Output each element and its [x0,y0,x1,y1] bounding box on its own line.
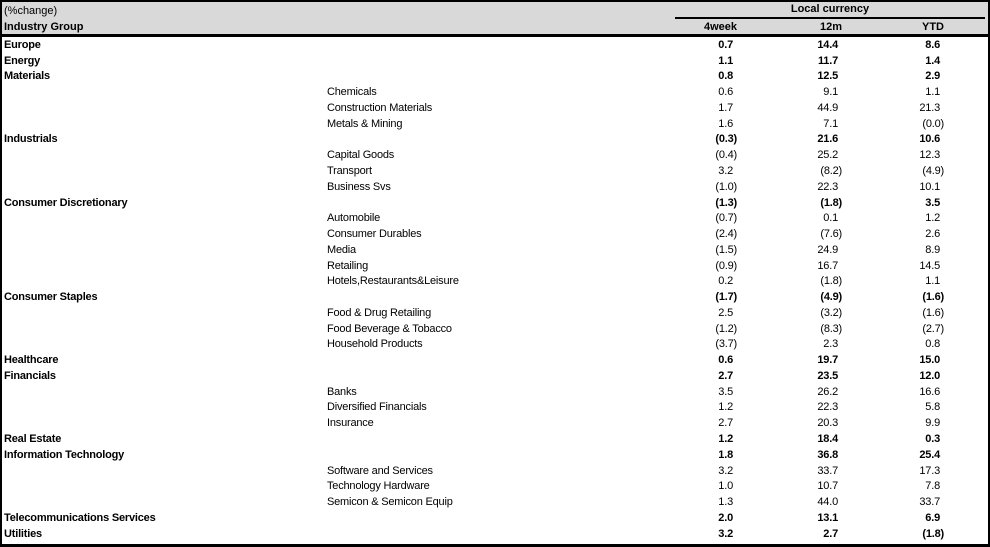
value-ytd: 21.3 [919,101,940,114]
table-row [2,368,988,384]
value-4week: 1.6 [718,117,733,130]
table-row [2,478,988,494]
sub-industry-label: Semicon & Semicon Equip [327,496,453,509]
table-row [2,321,988,337]
industry-group-label: Industrials [4,133,58,146]
value-ytd: 8.6 [925,38,940,51]
value-12m: 21.6 [817,133,838,146]
value-12m: 2.3 [823,338,838,351]
value-ytd: 0.3 [925,433,940,446]
table-body [2,37,988,542]
value-ytd: 12.0 [919,369,940,382]
value-ytd: 1.1 [925,275,940,288]
table-row [2,447,988,463]
value-12m: (4.9) [820,291,842,304]
value-4week: (3.7) [715,338,737,351]
table-row [2,273,988,289]
value-12m: 18.4 [817,433,838,446]
table-row [2,463,988,479]
value-4week: 2.5 [718,306,733,319]
table-row [2,147,988,163]
table-row [2,210,988,226]
value-12m: (1.8) [820,275,842,288]
value-12m: 44.0 [817,496,838,509]
value-ytd: 16.6 [919,385,940,398]
table-row [2,400,988,416]
table-row [2,305,988,321]
table-row [2,494,988,510]
value-4week: 1.1 [718,54,733,67]
value-12m: 23.5 [817,369,838,382]
value-ytd: (2.7) [922,322,944,335]
value-4week: 2.0 [718,511,733,524]
sub-industry-label: Automobile [327,212,381,225]
table-row [2,258,988,274]
industry-group-label: Real Estate [4,433,62,446]
value-12m: (1.8) [820,196,842,209]
value-ytd: 33.7 [919,496,940,509]
industry-group-label: Telecommunications Services [4,511,156,524]
value-12m: 14.4 [817,38,838,51]
table-row [2,195,988,211]
value-ytd: (1.6) [922,291,944,304]
value-4week: 1.2 [718,401,733,414]
sub-industry-label: Technology Hardware [327,480,430,493]
value-ytd: 1.1 [925,86,940,99]
value-4week: 2.7 [718,369,733,382]
industry-group-label: Consumer Discretionary [4,196,128,209]
value-ytd: 2.9 [925,70,940,83]
table-row [2,226,988,242]
value-12m: (3.2) [820,306,842,319]
value-12m: 0.1 [823,212,838,225]
value-ytd: (1.8) [922,527,944,540]
column-header-ytd: YTD [922,20,944,33]
value-12m: 44.9 [817,101,838,114]
table-row [2,337,988,353]
table-header [2,2,988,35]
value-ytd: 7.8 [925,480,940,493]
sub-industry-label: Business Svs [327,180,391,193]
value-ytd: 0.8 [925,338,940,351]
sub-industry-label: Retailing [327,259,369,272]
table-row [2,384,988,400]
value-12m: 11.7 [817,54,838,67]
value-12m: 16.7 [817,259,838,272]
industry-group-label: Energy [4,54,41,67]
table-row [2,69,988,85]
table-row [2,510,988,526]
value-ytd: 17.3 [919,464,940,477]
industry-group-label: Healthcare [4,354,59,367]
value-4week: 2.7 [718,417,733,430]
sub-industry-label: Food & Drug Retailing [327,306,432,319]
value-4week: 1.7 [718,101,733,114]
table-row [2,132,988,148]
value-ytd: 15.0 [919,354,940,367]
value-12m: 25.2 [817,149,838,162]
value-4week: (0.7) [715,212,737,225]
value-4week: 3.2 [718,165,733,177]
value-ytd: 10.6 [919,133,940,146]
sub-industry-label: Banks [327,385,357,398]
industry-group-label: Europe [4,38,41,51]
sub-industry-label: Transport [327,165,372,177]
value-ytd: 3.5 [925,196,940,209]
value-4week: (1.3) [715,196,737,209]
industry-group-label: Financials [4,369,56,382]
industry-group-label: Materials [4,70,50,83]
table-row [2,352,988,368]
value-12m: 20.3 [817,417,838,430]
value-4week: 0.6 [718,354,733,367]
value-ytd: 8.9 [925,243,940,256]
table-row [2,163,988,179]
value-12m: 33.7 [817,464,838,477]
table-row [2,289,988,305]
table-row [2,242,988,258]
value-4week: 1.8 [718,448,733,461]
value-4week: 1.0 [718,480,733,493]
value-4week: 0.2 [718,275,733,288]
value-ytd: 25.4 [919,448,940,461]
value-4week: (1.0) [715,180,737,193]
value-12m: 24.9 [817,243,838,256]
value-ytd: 1.4 [925,54,940,67]
column-header-12m: 12m [819,20,842,33]
value-12m: 2.7 [823,527,838,540]
value-ytd: (0.0) [922,117,944,130]
value-4week: 0.6 [718,86,733,99]
sub-industry-label: Metals & Mining [327,117,403,130]
sub-industry-label: Software and Services [327,464,433,477]
sub-industry-label: Capital Goods [327,149,395,162]
table-row [2,415,988,431]
value-4week: (0.3) [715,133,737,146]
sub-industry-label: Hotels,Restaurants&Leisure [327,275,459,288]
pct-change-label: (%change) [4,5,58,17]
value-4week: 3.5 [718,385,733,398]
value-4week: (2.4) [715,228,737,241]
value-ytd: 5.8 [925,401,940,414]
value-ytd: (1.6) [922,306,944,319]
value-ytd: 2.6 [925,228,940,241]
industry-group-label: Consumer Staples [4,291,98,304]
value-4week: (0.9) [715,259,737,272]
table-row [2,53,988,69]
value-4week: 0.8 [718,70,733,83]
header-row-columns [2,19,988,34]
value-12m: 13.1 [817,511,838,524]
column-header-4week: 4week [703,20,737,33]
local-currency-group-header: Local currency [675,2,985,19]
table-row [2,116,988,132]
sub-industry-label: Diversified Financials [327,401,427,414]
sub-industry-label: Consumer Durables [327,228,422,241]
value-4week: 1.2 [718,433,733,446]
sub-industry-label: Media [327,243,356,256]
table-row [2,431,988,447]
sub-industry-label: Insurance [327,417,374,430]
sub-industry-label: Food Beverage & Tobacco [327,322,452,335]
value-ytd: 6.9 [925,511,940,524]
table-row [2,100,988,116]
value-4week: (0.4) [715,149,737,162]
value-12m: 10.7 [817,480,838,493]
value-12m: 22.3 [817,401,838,414]
value-4week: 1.3 [718,496,733,509]
sub-industry-label: Chemicals [327,86,377,99]
value-4week: 0.7 [718,38,733,51]
value-12m: 12.5 [817,70,838,83]
table-row [2,84,988,100]
value-4week: 3.2 [718,527,733,540]
value-4week: (1.7) [715,291,737,304]
value-ytd: 10.1 [919,180,940,193]
value-12m: 26.2 [817,385,838,398]
value-12m: 7.1 [823,117,838,130]
value-12m: (8.2) [820,165,842,177]
value-ytd: 1.2 [925,212,940,225]
value-12m: 22.3 [817,180,838,193]
value-12m: (8.3) [820,322,842,335]
table-row [2,37,988,53]
value-12m: 36.8 [817,448,838,461]
header-row-currency [2,2,988,19]
industry-group-label: Utilities [4,527,42,540]
sub-industry-label: Household Products [327,338,423,351]
value-4week: 3.2 [718,464,733,477]
value-ytd: 12.3 [919,149,940,162]
industry-group-column-header: Industry Group [4,20,84,33]
table-row [2,179,988,195]
value-12m: (7.6) [820,228,842,241]
value-4week: (1.5) [715,243,737,256]
table-row [2,526,988,542]
value-12m: 9.1 [823,86,838,99]
value-12m: 19.7 [817,354,838,367]
industry-group-label: Information Technology [4,448,125,461]
value-ytd: 14.5 [919,259,940,272]
value-ytd: (4.9) [922,165,944,177]
sub-industry-label: Construction Materials [327,101,433,114]
value-4week: (1.2) [715,322,737,335]
value-ytd: 9.9 [925,417,940,430]
